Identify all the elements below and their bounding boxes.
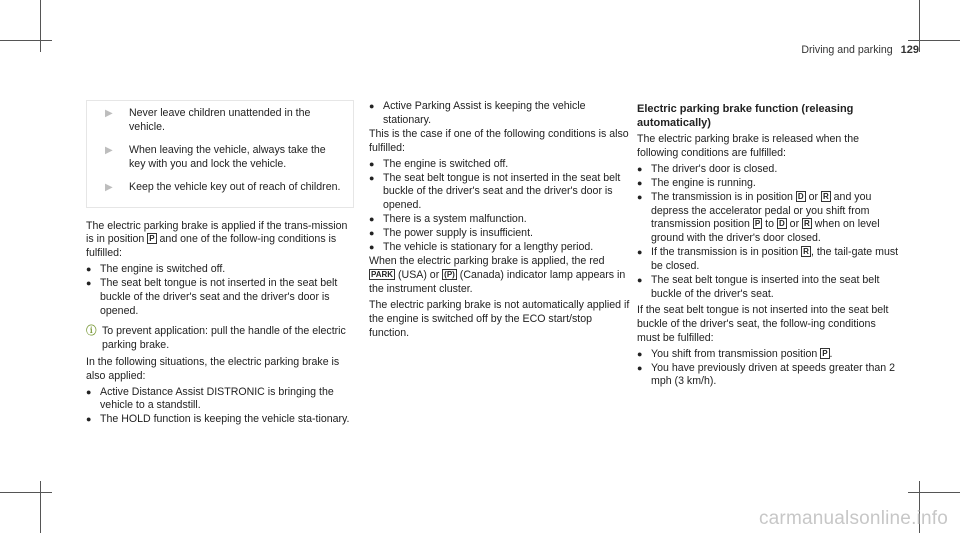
watermark: carmanualsonline.info: [758, 508, 948, 530]
gear-r-symbol: R: [804, 219, 810, 229]
list-item: ● The vehicle is stationary for a lengthy period.: [369, 241, 594, 254]
list-item: ● The seat belt tongue is inserted into the seat belt buckle of the driver's seat.: [637, 274, 880, 300]
column-3: [637, 102, 899, 389]
list-item: ● The seat belt tongue is not inserted in the seat belt buckle of the driver's seat and the driver's door is opened.: [86, 277, 338, 317]
list-item: ● You have previously driven at speeds greater than 2 mph (3 km/h).: [637, 361, 896, 388]
page-number: 129: [900, 44, 919, 56]
warning-item: ▶ When leaving the vehicle, always take the key with you and lock the vehicle.: [105, 143, 326, 170]
paragraph: If the seat belt tongue is not inserted into the seat belt buckle of the driver's seat, the follow-ing conditions must be fulfilled:: [637, 303, 889, 344]
list-item: ● There is a system malfunction.: [369, 213, 527, 226]
list-item: ● You shift from transmission position P .: [637, 347, 833, 360]
note: ⓘ To prevent application: pull the handle of the electric parking brake.: [86, 324, 346, 351]
gear-p-symbol: P: [822, 348, 828, 358]
list-item: ● The seat belt tongue is not inserted in the seat belt buckle of the driver's seat and the driver's door is opened.: [369, 171, 621, 212]
paragraph: In the following situations, the electric parking brake is also applied:: [86, 355, 340, 382]
list-item: ● The transmission is in position D or R and you depress the accelerator pedal or you shift from transmission position P to D or R when on level ground with the driver's door closed.: [637, 190, 880, 245]
list-item: ● The engine is switched off.: [369, 157, 509, 170]
list-item: ● The engine is switched off.: [86, 263, 226, 276]
paragraph: The electric parking brake is not automatically applied if the engine is switched off by the ECO start/stop function.: [369, 298, 630, 339]
canada-park-indicator-symbol: (P): [444, 269, 455, 279]
gear-d-symbol: D: [778, 219, 785, 229]
list-item: ● The engine is running.: [637, 176, 756, 189]
gear-r-symbol: R: [822, 191, 829, 201]
park-indicator-symbol: PARK: [371, 269, 394, 279]
warning-item: ▶ Keep the vehicle key out of reach of children.: [105, 180, 341, 193]
crop-mark: [908, 492, 960, 493]
triangle-icon: ▶: [105, 108, 113, 119]
column-1: [86, 100, 354, 427]
list-item: ● Active Parking Assist is keeping the vehicle stationary.: [369, 100, 586, 126]
crop-mark: [908, 40, 960, 41]
warning-box: [86, 100, 354, 208]
list-item: ● The power supply is insufficient.: [369, 227, 533, 240]
section-heading: Electric parking brake function (releasing automatically): [637, 103, 854, 129]
paragraph: When the electric parking brake is applied, the red PARK (USA) or (P) (Canada) indicator lamp appears in the instrument cluster.: [369, 254, 626, 295]
list-item: ● The HOLD function is keeping the vehicle sta-tionary.: [86, 413, 350, 426]
crop-mark: [919, 0, 920, 52]
paragraph: The electric parking brake is released when the following conditions are fulfilled:: [637, 133, 859, 159]
info-icon: ⓘ: [86, 324, 97, 337]
section-title: Driving and parking: [801, 44, 893, 56]
gear-p-symbol: P: [149, 234, 155, 244]
crop-mark: [40, 481, 41, 533]
page-header: [801, 44, 919, 58]
paragraph: This is the case if one of the following conditions is also fulfilled:: [369, 127, 629, 154]
triangle-icon: ▶: [105, 144, 113, 156]
list-item: ● Active Distance Assist DISTRONIC is bringing the vehicle to a standstill.: [86, 385, 334, 412]
gear-p-symbol: P: [754, 219, 761, 229]
crop-mark: [0, 40, 52, 41]
gear-r-symbol: R: [803, 247, 809, 257]
list-item: ● If the transmission is in position R , the tail-gate must be closed.: [637, 246, 899, 273]
warning-item: ▶ Never leave children unattended in the vehicle.: [105, 107, 311, 133]
crop-mark: [0, 492, 52, 493]
list-item: ● The driver's door is closed.: [637, 162, 778, 175]
paragraph: The electric parking brake is applied if the trans-mission is in position P and one of the follow-ing conditions is fulfilled:: [86, 219, 348, 260]
gear-d-symbol: D: [797, 191, 804, 201]
crop-mark: [40, 0, 41, 52]
triangle-icon: ▶: [105, 181, 113, 193]
column-2: [369, 100, 631, 342]
